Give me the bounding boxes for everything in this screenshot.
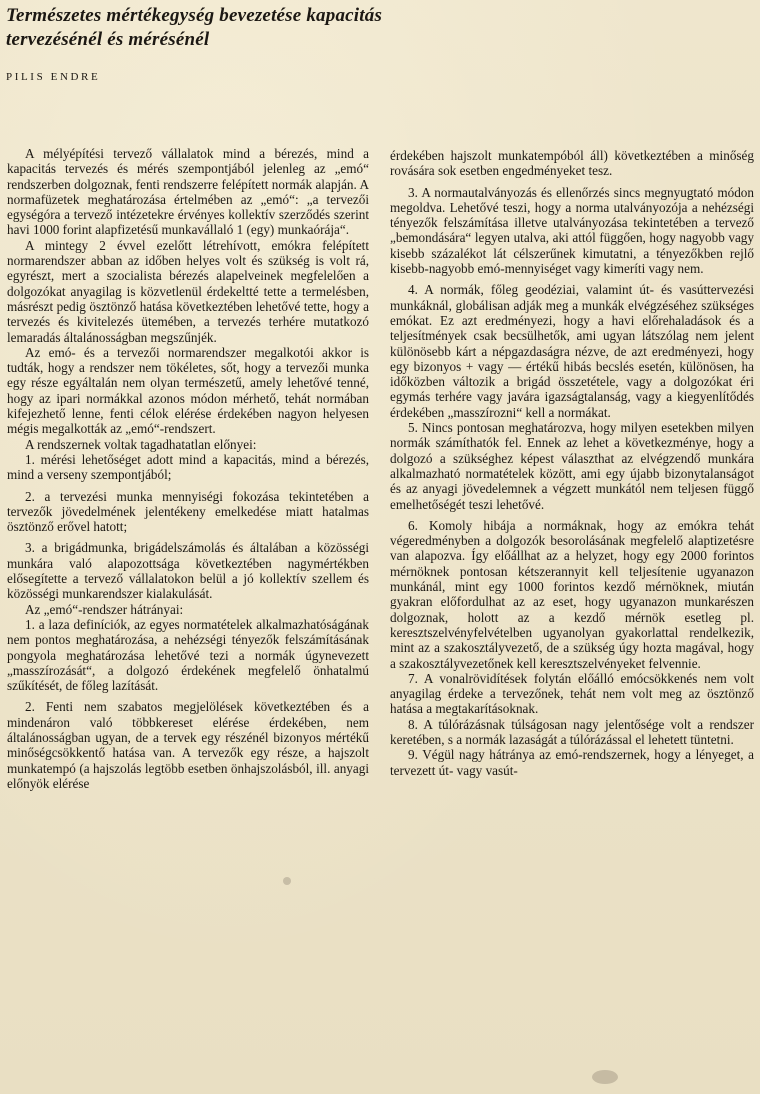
paragraph: 1. a laza definíciók, az egyes normatételek alkalmazhatóságának nem pontos meghatározása, a nehézségi tényezők felszámításának pongyola meghatározása lehetővé tezi a normák úgynevezett „masszírozását“, a dolgozó érdekének megfelelő önhatalmú szűkítését, de főleg lazítását. — [7, 616, 369, 694]
paragraph: 9. Végül nagy hátránya az emó-rendszernek, hogy a lényeget, a tervezett út- vagy vasút- — [390, 747, 754, 778]
paragraph: 2. a tervezési munka mennyiségi fokozása tekintetében a tervezők jövedelmének jelentékeny emelkedése miatt hatalmas ösztönző erővel hatott; — [7, 488, 369, 535]
print-smudge — [592, 1070, 618, 1084]
paragraph: 4. A normák, főleg geodéziai, valamint út- és vasúttervezési munkáknál, globálisan adják meg a munkák elvégzéséhez szükséges emókat. Ez azt eredményezi, hogy a havi előrehaladások és a teljesítmények csak becsülhetők, ami ugyan látszólag nem jelent különösebb kárt a népgazdaságra nézve, de azt eredményezi, hogy egy bizonyos + vagy — értékű hibás becslés esetén, különösen, ha időközben változik a brigád összetétele, vagy a dolgozókat éri egymás terhére vagy javára igazságtalanság, vagy a kiegyenlítődés érdekében „masszírozni“ kell a normákat. — [390, 282, 754, 420]
paragraph: 8. A túlórázásnak túlságosan nagy jelentősége volt a rendszer keretében, s a normák lazaságát a túlórázással el lehetett tüntetni. — [390, 716, 754, 747]
paragraph: 7. A vonalrövidítések folytán előálló emócsökkenés nem volt anyagilag érdeke a tervezőnek, tehát nem volt meg az ösztönző hatása a megtakarításoknak. — [390, 670, 754, 717]
paragraph: érdekében hajszolt munkatempóból áll) következtében a minőség rovására sok esetben engedményeket tesz. — [390, 148, 754, 179]
paragraph: A rendszernek voltak tagadhatatlan előnyei: — [25, 436, 257, 452]
paragraph: 3. A normautalványozás és ellenőrzés sincs megnyugtató módon megoldva. Lehetővé teszi, hogy a norma utalványozója a nehézségi tényezők felszámítása illetve utalványozása tekintetében a tervező „bemondására“ legyen utalva, aki attól függően, hogy nagyobb vagy kisebb százalékot lát célszerűnek kimutatni, a tényezőkben rejlő kisebb-nagyobb emó-mennyiséget vagy kimeríti vagy nem. — [390, 184, 754, 277]
left-text-column — [7, 146, 369, 791]
print-smudge — [283, 877, 291, 885]
paragraph: 3. a brigádmunka, brigádelszámolás és általában a közösségi munkára való alapozottsága következtében nagymértékben elősegítette a tervező vállalatokon belül a jó kollektív szellem és közösségi munkarendszer kialakulását. — [7, 540, 369, 602]
paragraph: A mélyépítési tervező vállalatok mind a bérezés, mind a kapacitás tervezés és mérés szempontjából jelenleg az „emó“ rendszerben dolgoznak, fenti rendszerre felépített normák alapján. A normafüzetek meghatározása értelmében az „emó“: „a tervezői egységóra a tervező intézetekre érvényes kollektív szerződés szerint havi 1000 forint alapfizetésű munkavállaló 1 (egy) munkaórája“. — [7, 146, 369, 238]
article-title — [6, 4, 566, 52]
article-title-line-2: tervezésénél és mérésénél — [6, 29, 210, 50]
paragraph: 5. Nincs pontosan meghatározva, hogy milyen esetekben milyen normák számíthatók fel. Ennek az lehet a következménye, hogy a dolgozó a szükséghez képest választhat az elvégzendő munkára alkalmazható normatételek között, ami egy újabb bizonytalanságot és az anyagi jövedelemnek a végzett munkától nem teljesen függő emelhetőségét teszi lehetővé. — [390, 420, 754, 512]
paragraph: 6. Komoly hibája a normáknak, hogy az emókra tehát végeredményben a dolgozók besorolásának megfelelő alaptizetésre van alapozva. Így előállhat az a helyzet, hogy egy 2000 forintos mérnöknek pontosan kétszerannyit kell teljesítenie ugyanazon munkánál, mint egy 1000 forintos kezdő mérnöknek, miután gyakran előfordulhat az az eset, hogy ugyanazon munkarészen dolgoznak, holott az a kezdő mérnök esetleg pl. keresztszelvényfelvételben ugyanolyan gyakorlattal rendelkezik, mint az a szakosztályvezető, de a szükség úgy hozta magával, hogy a szakosztályvezetőnek kell keresztszelvényeket felvennie. — [390, 517, 754, 671]
paragraph: 1. mérési lehetőséget adott mind a kapacitás, mind a bérezés, mind a verseny szempontjából; — [7, 451, 369, 483]
article-author: PILIS ENDRE — [6, 71, 101, 83]
paragraph: 2. Fenti nem szabatos megjelölések következtében és a mindenáron való többkereset elérése érdekében, nem általánosságban ugyan, de a tervek egy részénél bizonyos mértékű minőségcsökkentő hatása van. A tervezők egy része, a hajszolt munkatempó (a hajszolás legtöbb esetben önhajszolásból, ill. anyagi előnyök elérése — [7, 699, 369, 791]
paragraph: Az emó- és a tervezői normarendszer megalkotói akkor is tudták, hogy a rendszer nem tökéletes, sőt, hogy a tervezői munka egy része egyáltalán nem olyan természetű, amely lehetővé tenné, hogy az ipari normákkal azonos módon mérhető, tehát normában kifejezhető lenne, fenti célok elérése érdekében nagyon helyesen mégis megalkották az „emó“-rendszert. — [7, 344, 369, 437]
paragraph: A mintegy 2 évvel ezelőtt létrehívott, emókra felépített normarendszer abban az időben helyes volt és szükség is volt rá, egyrészt, mert a szocialista bérezés alapelveinek megfelelően a dolgozókat anyagilag is közvetlenül érdekeltté tette a termelésben, másrészt pedig ösztönző hatása következtében lehetővé tette, hogy a tervezés és kivitelezés ütemében, a tervezés terhére mutatkozó lemaradás általánosságban megszűnjék. — [7, 237, 369, 345]
article-title-line-1: Természetes mértékegység bevezetése kapacitás — [6, 5, 383, 26]
paragraph: Az „emó“-rendszer hátrányai: — [25, 601, 184, 617]
right-text-column — [390, 148, 754, 778]
